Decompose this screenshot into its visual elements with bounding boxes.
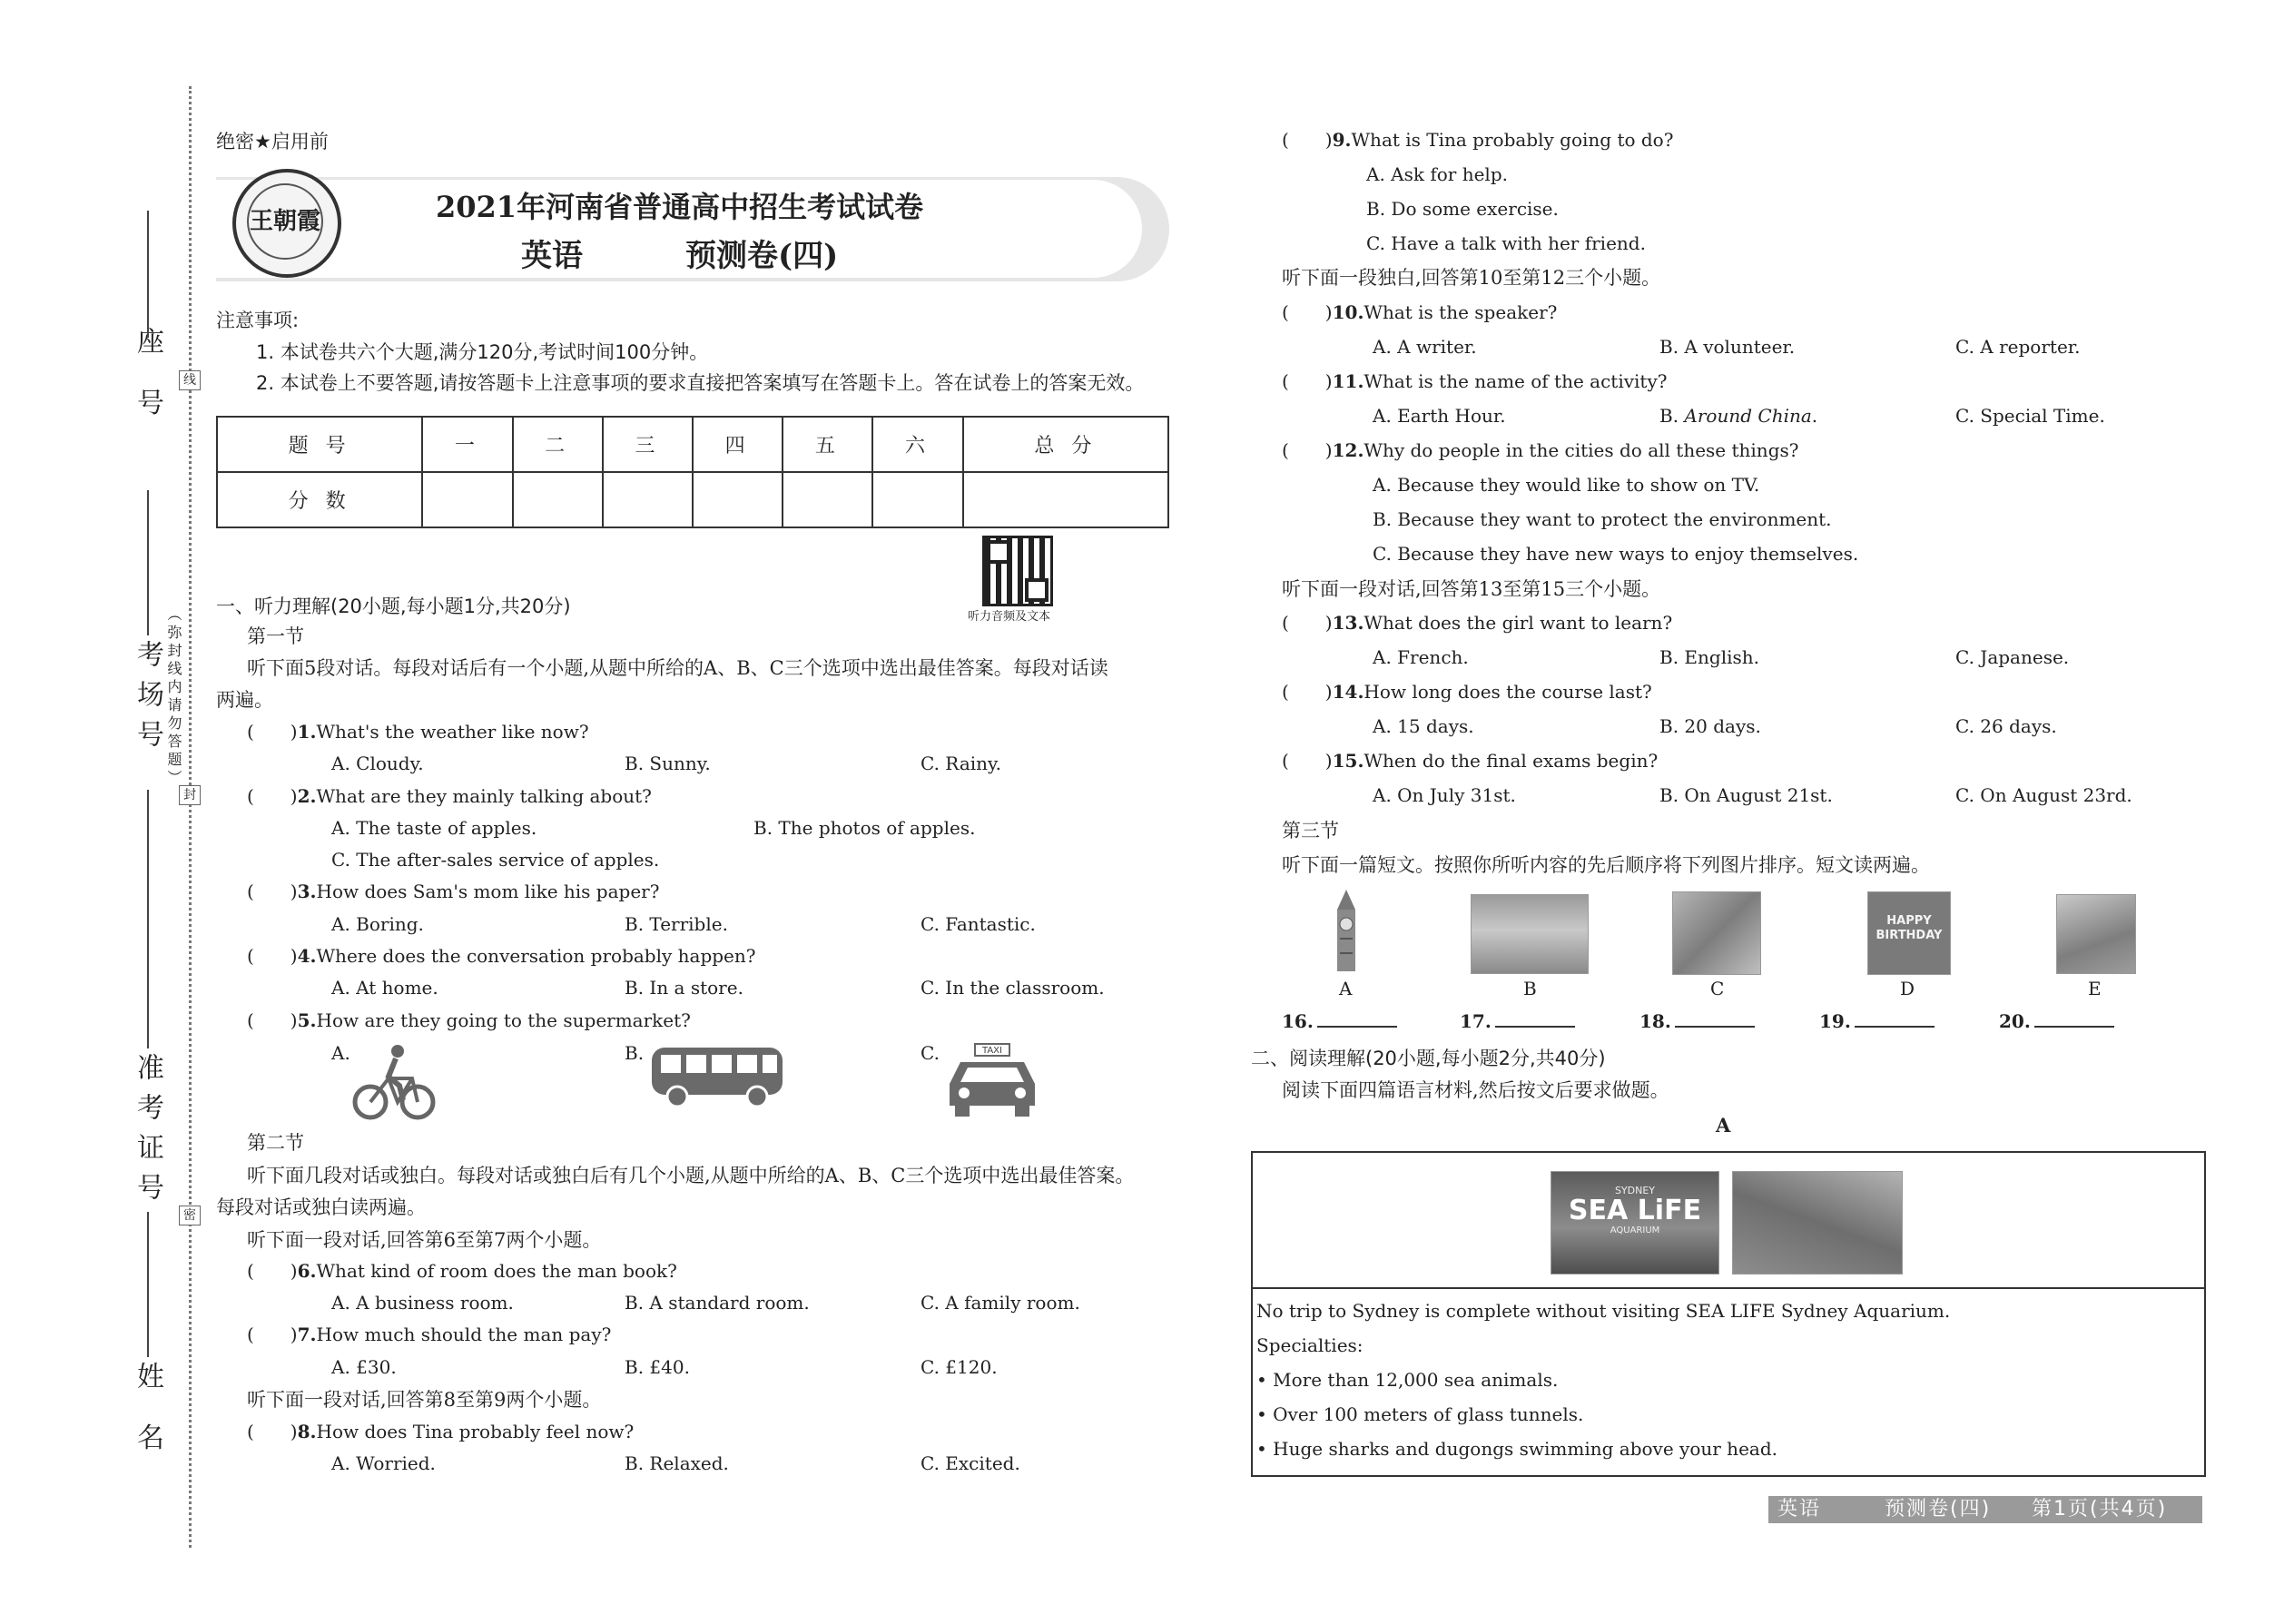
qr-caption: 听力音频及文本 xyxy=(968,610,1051,624)
option-a: A. At home. xyxy=(331,977,438,999)
question-number: 4. xyxy=(297,945,317,967)
score-table-header: 六 xyxy=(872,417,962,472)
score-cell xyxy=(963,472,1168,527)
part1-instructions: 听下面5段对话。每段对话后有一个小题,从题中所给的A、B、C三个选项中选出最佳答案。每段对话读 xyxy=(247,657,1108,679)
question-text: How does Sam's mom like his paper? xyxy=(316,881,660,902)
question-number: 13. xyxy=(1332,612,1364,634)
option-c: C. Japanese. xyxy=(1955,646,2070,668)
question-text: What is the speaker? xyxy=(1364,301,1558,323)
option-b: B. Relaxed. xyxy=(625,1452,729,1474)
option-a: A. Ask for help. xyxy=(1366,163,1508,185)
secret-mark: 绝密★启用前 xyxy=(216,131,329,153)
sea-life-sub-text: AQUARIUM xyxy=(1610,1225,1660,1235)
option-a: A. A business room. xyxy=(331,1292,514,1314)
answer-paren[interactable]: ( ) xyxy=(1282,301,1333,323)
option-b: B. In a store. xyxy=(625,977,743,999)
answer-paren[interactable]: ( ) xyxy=(247,1421,298,1442)
option-a: A. French. xyxy=(1373,646,1469,668)
score-cell xyxy=(422,472,512,527)
question-number: 1. xyxy=(297,721,317,743)
friends-dancing-picture xyxy=(1672,891,1761,975)
option-c: C. Have a talk with her friend. xyxy=(1366,232,1646,254)
option-c: C. A family room. xyxy=(921,1292,1080,1314)
question-number: 6. xyxy=(297,1260,317,1282)
monologue-lead: 听下面一段独白,回答第10至第12三个小题。 xyxy=(1282,267,1661,289)
part3-heading: 第三节 xyxy=(1282,820,1339,842)
option-c: C. 26 days. xyxy=(1955,715,2057,737)
option-b: B. Around China. xyxy=(1659,405,1818,427)
score-cell xyxy=(693,472,783,527)
option-b: B. The photos of apples. xyxy=(753,817,976,839)
option-c: C. Because they have new ways to enjoy themselves. xyxy=(1373,543,1859,565)
option-b: B. Because they want to protect the environment. xyxy=(1373,508,1832,530)
sea-life-small-text: SYDNEY xyxy=(1614,1185,1656,1196)
option-a: A. The taste of apples. xyxy=(331,817,537,839)
answer-paren[interactable]: ( ) xyxy=(1282,370,1333,392)
option-c: C. xyxy=(921,1042,940,1064)
option-b: B. Terrible. xyxy=(625,913,728,935)
section1-title: 一、听力理解(20小题,每小题1分,共20分) xyxy=(216,595,571,617)
option-b: B. £40. xyxy=(625,1356,690,1378)
publisher-logo xyxy=(232,169,341,278)
score-cell xyxy=(872,472,962,527)
question-number: 2. xyxy=(297,785,317,807)
answer-paren[interactable]: ( ) xyxy=(247,721,298,743)
passage-line: • Over 100 meters of glass tunnels. xyxy=(1256,1403,1584,1425)
option-c: C. Special Time. xyxy=(1955,405,2105,427)
question-number: 10. xyxy=(1332,301,1364,323)
aquarium-photo xyxy=(1732,1171,1903,1275)
option-c: C. In the classroom. xyxy=(921,977,1105,999)
question-text: Why do people in the cities do all these things? xyxy=(1364,439,1799,461)
exam-room-blank xyxy=(147,490,149,635)
part1-instructions-cont: 两遍。 xyxy=(216,689,273,711)
seal-note: （弥封线内请勿答题） xyxy=(165,606,182,788)
qr-code[interactable] xyxy=(982,536,1053,606)
score-table xyxy=(216,416,1169,528)
option-a: A. Earth Hour. xyxy=(1373,405,1506,427)
answer-paren[interactable]: ( ) xyxy=(247,1009,298,1031)
bicycle-icon xyxy=(352,1042,436,1120)
exam-room-label: 考场号 xyxy=(132,640,163,760)
question-text: What is the name of the activity? xyxy=(1364,370,1668,392)
answer-blank-17[interactable]: 17. xyxy=(1460,1010,1575,1032)
seal-mark-mi: 密 xyxy=(179,1206,201,1225)
answer-paren[interactable]: ( ) xyxy=(247,785,298,807)
score-cell xyxy=(783,472,872,527)
answer-paren[interactable]: ( ) xyxy=(247,881,298,902)
question-text: How much should the man pay? xyxy=(316,1324,612,1345)
taxi-sign-text: TAXI xyxy=(982,1046,1002,1056)
section2-instructions: 阅读下面四篇语言材料,然后按文后要求做题。 xyxy=(1282,1079,1669,1101)
option-b: B. On August 21st. xyxy=(1659,784,1833,806)
score-table-header: 五 xyxy=(783,417,872,472)
part2-instructions: 听下面几段对话或独白。每段对话或独白后有几个小题,从题中所给的A、B、C三个选项中选出最佳答案。 xyxy=(247,1165,1135,1186)
option-b: B. 20 days. xyxy=(1659,715,1761,737)
answer-paren[interactable]: ( ) xyxy=(247,1260,298,1282)
question-number: 15. xyxy=(1332,750,1364,772)
score-row-label: 分 数 xyxy=(217,472,422,527)
question-number: 12. xyxy=(1332,439,1364,461)
option-c: C. The after-sales service of apples. xyxy=(331,849,660,871)
answer-blank-16[interactable]: 16. xyxy=(1282,1010,1397,1032)
question-number: 8. xyxy=(297,1421,317,1442)
binding-dotted-line xyxy=(189,86,192,1548)
answer-paren[interactable]: ( ) xyxy=(247,945,298,967)
picture-label: D xyxy=(1900,978,1915,999)
option-b: B. A standard room. xyxy=(625,1292,810,1314)
sea-life-logo-image xyxy=(1551,1171,1719,1275)
option-c: C. Rainy. xyxy=(921,753,1002,774)
footer-page: 第1页(共4页) xyxy=(2032,1498,2168,1521)
sea-life-logo-text: SEA LiFE xyxy=(1568,1195,1702,1226)
option-a: A. Boring. xyxy=(331,913,424,935)
passage-line: No trip to Sydney is complete without visiting SEA LIFE Sydney Aquarium. xyxy=(1256,1300,1951,1322)
score-cell xyxy=(513,472,603,527)
option-b: B. A volunteer. xyxy=(1659,336,1796,358)
score-table-header: 四 xyxy=(693,417,783,472)
question-text: How long does the course last? xyxy=(1364,681,1652,703)
ticket-number-label: 准考证号 xyxy=(132,1053,163,1213)
score-cell xyxy=(603,472,693,527)
birthday-text: HAPPY BIRTHDAY xyxy=(1876,914,1943,942)
question-text: Where does the conversation probably happen? xyxy=(316,945,756,967)
page-footer xyxy=(1768,1496,2202,1523)
picture-label: A xyxy=(1339,978,1353,999)
seat-number-blank xyxy=(147,211,149,338)
question-text: When do the final exams begin? xyxy=(1364,750,1659,772)
option-a: A. £30. xyxy=(331,1356,397,1378)
question-text: What does the girl want to learn? xyxy=(1364,612,1673,634)
note-item: 2. 本试卷上不要答题,请按答题卡上注意事项的要求直接把答案填写在答题卡上。答在试卷上的答案无效。 xyxy=(256,372,1145,394)
question-number: 11. xyxy=(1332,370,1364,392)
footer-subject: 英语 xyxy=(1777,1498,1822,1521)
picture-label: B xyxy=(1523,978,1537,999)
part1-heading: 第一节 xyxy=(247,625,304,647)
score-table-header: 题 号 xyxy=(217,417,422,472)
score-table-header: 二 xyxy=(513,417,603,472)
answer-blank-19[interactable]: 19. xyxy=(1819,1010,1935,1032)
name-blank xyxy=(147,1212,149,1357)
answer-blank-20[interactable]: 20. xyxy=(1999,1010,2114,1032)
passage-line: • More than 12,000 sea animals. xyxy=(1256,1369,1559,1391)
dialogue-lead: 听下面一段对话,回答第6至第7两个小题。 xyxy=(247,1229,602,1251)
ticket-number-blank xyxy=(147,790,149,1048)
option-a: A. 15 days. xyxy=(1373,715,1474,737)
question-text: What kind of room does the man book? xyxy=(316,1260,677,1282)
score-table-header: 总 分 xyxy=(963,417,1168,472)
option-a: A. A writer. xyxy=(1373,336,1477,358)
option-c: C. On August 23rd. xyxy=(1955,784,2132,806)
answer-blank-18[interactable]: 18. xyxy=(1639,1010,1755,1032)
passage-line: Specialties: xyxy=(1256,1334,1364,1356)
big-ben-picture xyxy=(1325,890,1367,971)
part3-instructions: 听下面一篇短文。按照你所听内容的先后顺序将下列图片排序。短文读两遍。 xyxy=(1282,854,1930,876)
seat-number-label: 座 号 xyxy=(132,327,163,428)
question-number: 14. xyxy=(1332,681,1364,703)
horse-riding-picture xyxy=(2056,894,2136,974)
note-item: 1. 本试卷共六个大题,满分120分,考试时间100分钟。 xyxy=(256,341,709,363)
question-number: 9. xyxy=(1332,129,1352,151)
notes-heading: 注意事项: xyxy=(216,310,300,331)
answer-paren[interactable]: ( ) xyxy=(1282,612,1333,634)
answer-paren[interactable]: ( ) xyxy=(1282,439,1333,461)
question-text: What's the weather like now? xyxy=(316,721,589,743)
question-text: What is Tina probably going to do? xyxy=(1351,129,1674,151)
part2-instructions-cont: 每段对话或独白读两遍。 xyxy=(216,1196,426,1218)
option-b: B. English. xyxy=(1659,646,1759,668)
answer-paren[interactable]: ( ) xyxy=(1282,681,1333,703)
passage-divider xyxy=(1251,1287,2206,1289)
logo-text: 王朝霞 xyxy=(247,183,323,260)
passage-line: • Huge sharks and dugongs swimming above your head. xyxy=(1256,1438,1777,1460)
answer-paren[interactable]: ( ) xyxy=(1282,129,1333,151)
picture-label: C xyxy=(1710,978,1725,999)
option-c: C. A reporter. xyxy=(1955,336,2081,358)
question-number: 7. xyxy=(297,1324,317,1345)
seal-mark-xian: 线 xyxy=(179,370,201,390)
seal-mark-feng: 封 xyxy=(179,785,201,805)
part2-heading: 第二节 xyxy=(247,1132,304,1154)
subject-title: 英语 xyxy=(521,238,583,274)
option-a: A. Cloudy. xyxy=(331,753,424,774)
question-number: 5. xyxy=(297,1009,317,1031)
answer-paren[interactable]: ( ) xyxy=(247,1324,298,1345)
taxi-icon xyxy=(944,1042,1040,1118)
question-text: What are they mainly talking about? xyxy=(316,785,652,807)
option-a: A. On July 31st. xyxy=(1373,784,1516,806)
option-a: A. xyxy=(331,1042,350,1064)
footer-paper: 预测卷(四) xyxy=(1885,1498,1992,1521)
dialogue-lead: 听下面一段对话,回答第13至第15三个小题。 xyxy=(1282,578,1661,600)
passage-label: A xyxy=(1716,1114,1731,1137)
name-label: 姓 名 xyxy=(132,1362,163,1463)
answer-paren[interactable]: ( ) xyxy=(1282,750,1333,772)
score-table-header: 三 xyxy=(603,417,693,472)
option-b: B. Sunny. xyxy=(625,753,711,774)
section2-title: 二、阅读理解(20小题,每小题2分,共40分) xyxy=(1251,1048,1606,1069)
option-c: C. £120. xyxy=(921,1356,998,1378)
option-c: C. Fantastic. xyxy=(921,913,1036,935)
question-text: How are they going to the supermarket? xyxy=(316,1009,691,1031)
question-number: 3. xyxy=(297,881,317,902)
paper-title: 预测卷(四) xyxy=(685,238,839,274)
question-text: How does Tina probably feel now? xyxy=(316,1421,635,1442)
option-c: C. Excited. xyxy=(921,1452,1020,1474)
option-b: B. Do some exercise. xyxy=(1366,198,1559,220)
exam-title: 2021年河南省普通高中招生考试试卷 xyxy=(436,190,924,224)
score-table-header: 一 xyxy=(422,417,512,472)
bus-icon xyxy=(650,1044,786,1107)
picture-label: E xyxy=(2088,978,2102,999)
option-b: B. xyxy=(625,1042,645,1064)
dialogue-lead: 听下面一段对话,回答第8至第9两个小题。 xyxy=(247,1389,602,1411)
hikers-picture xyxy=(1471,894,1589,974)
birthday-picture xyxy=(1867,891,1951,975)
option-a: A. Worried. xyxy=(331,1452,436,1474)
option-a: A. Because they would like to show on TV. xyxy=(1373,474,1760,496)
